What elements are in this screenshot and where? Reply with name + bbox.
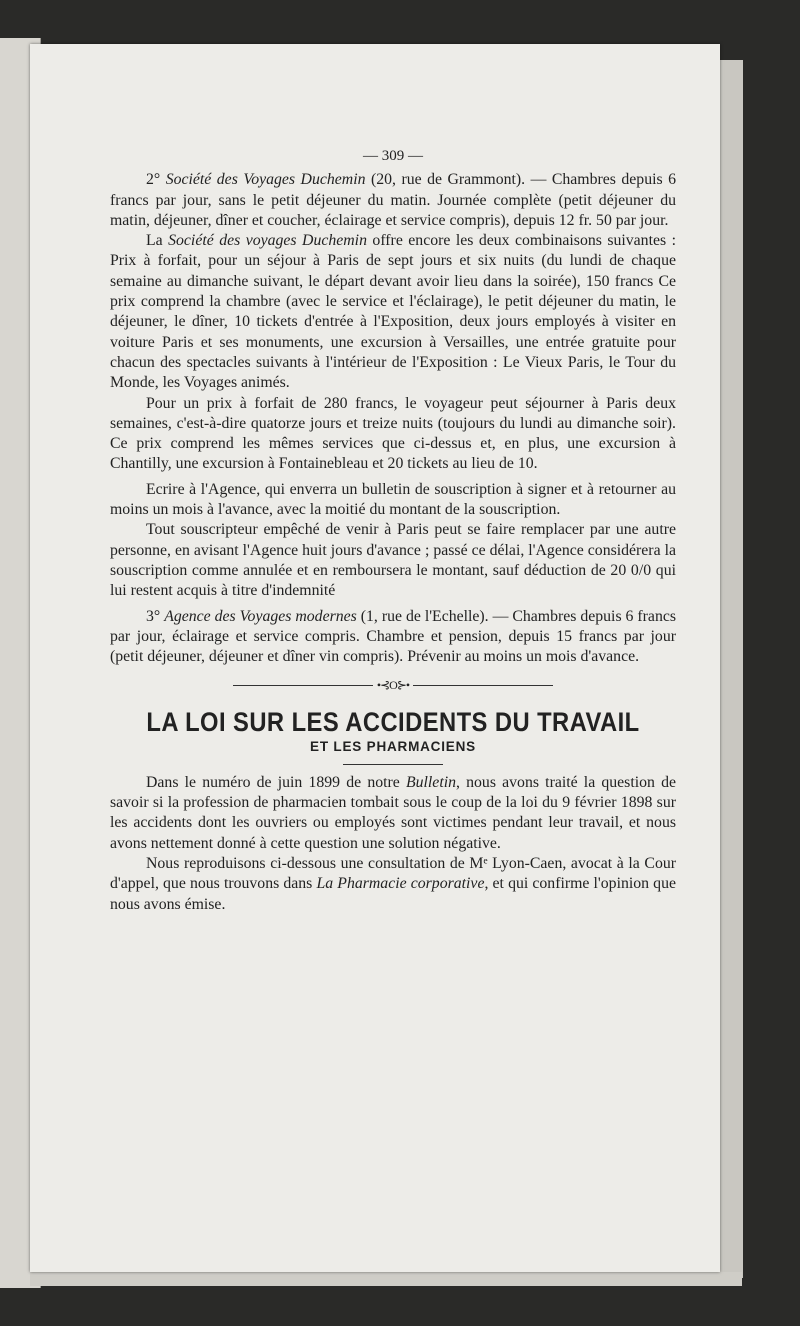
article-paragraph-1: Dans le numéro de juin 1899 de notre Bulletin, nous avons traité la question de savoir si la profession de pharmacien tombait sous le coup de la loi du 9 février 1898 sur les accidents dont les ouvriers ou employés sont victimes pendant leur travail, et nous avons nettement donné à cette question une solution négative. — [110, 773, 676, 852]
paragraph-souscripteur: Tout souscripteur empêché de venir à Paris peut se faire remplacer par une autre personne, en avisant l'Agence huit jours d'avance ; passé ce délai, l'Agence considérera la souscription comme annulée et en remboursera le montant, sauf déduction de 20 0/0 qui lui restent acquis à titre d'indemnité — [110, 521, 676, 600]
book-page — [30, 44, 720, 1272]
paragraph-duchemin: 2° Société des Voyages Duchemin (20, rue de Grammont). — Chambres depuis 6 francs par jour, sans le petit déjeuner du matin. Journée complète (petit déjeuner du matin, déjeuner, dîner et coucher, éclairage et service compris), depuis 12 fr. 50 par jour. — [110, 171, 677, 229]
paragraph-ecrire: Ecrire à l'Agence, qui enverra un bulletin de souscription à signer et à retourner au moins un mois à l'avance, avec la moitié du montant de la souscription. — [110, 480, 676, 519]
publication-name: La Pharmacie corporative — [316, 875, 485, 893]
publication-name: Bulletin — [405, 773, 456, 791]
company-name: Société des voyages Duchemin — [168, 232, 367, 250]
company-name: Agence des Voyages modernes — [164, 607, 357, 625]
paragraph-combinations: La Société des voyages Duchemin offre encore les deux combinaisons suivantes : Prix à forfait, pour un séjour à Paris de sept jours et six nuits (du lundi de chaque semaine au dimanche suivant, le départ devant avoir lieu dans la soirée), 150 francs Ce prix comprend la chambre (avec le service et l'éclairage), le petit déjeuner du matin, le déjeuner, le dîner, 10 tickets d'entrée à l'Exposition, deux jours employés à visiter en voiture Paris et ses monuments, une excursion à Versailles, une entrée gratuite pour chacun des spectacles suivants à l'intérieur de l'Exposition : Le Vieux Paris, le Tour du Monde, les Voyages animés. — [110, 232, 676, 392]
paragraph-agence: 3° Agence des Voyages modernes (1, rue de l'Echelle). — Chambres depuis 6 francs par jour, éclairage et service compris. Chambre et pension, depuis 15 francs par jour (petit déjeuner, déjeuner et dîner vin compris). Prévenir au moins un mois d'avance. — [110, 607, 676, 666]
subtitle-rule — [343, 764, 443, 765]
ornament-icon: •⊰O⊱• — [376, 678, 410, 693]
article-subtitle: ET LES PHARMACIENS — [310, 738, 476, 754]
company-name: Société des Voyages Duchemin — [165, 171, 366, 189]
page-content — [110, 146, 676, 915]
article-title: LA LOI SUR LES ACCIDENTS DU TRAVAIL — [146, 706, 640, 737]
page-number: — 309 — — [363, 148, 423, 164]
article-paragraph-2: Nous reproduisons ci-dessous une consultation de Mᵉ Lyon-Caen, avocat à la Cour d'appel, que nous trouvons dans La Pharmacie corporative, et qui confirme l'opinion que nous avons émise. — [110, 854, 676, 913]
stacked-pages-bottom — [30, 1272, 742, 1286]
paragraph-forfait: Pour un prix à forfait de 280 francs, le voyageur peut séjourner à Paris deux semaines, c'est-à-dire quatorze jours et treize nuits (toujours du lundi au dimanche soir). Ce prix comprend les mêmes services que ci-dessus et, en plus, une excursion à Chantilly, une excursion à Fontainebleau et 20 tickets au lieu de 10. — [110, 394, 676, 473]
section-divider — [110, 675, 676, 695]
